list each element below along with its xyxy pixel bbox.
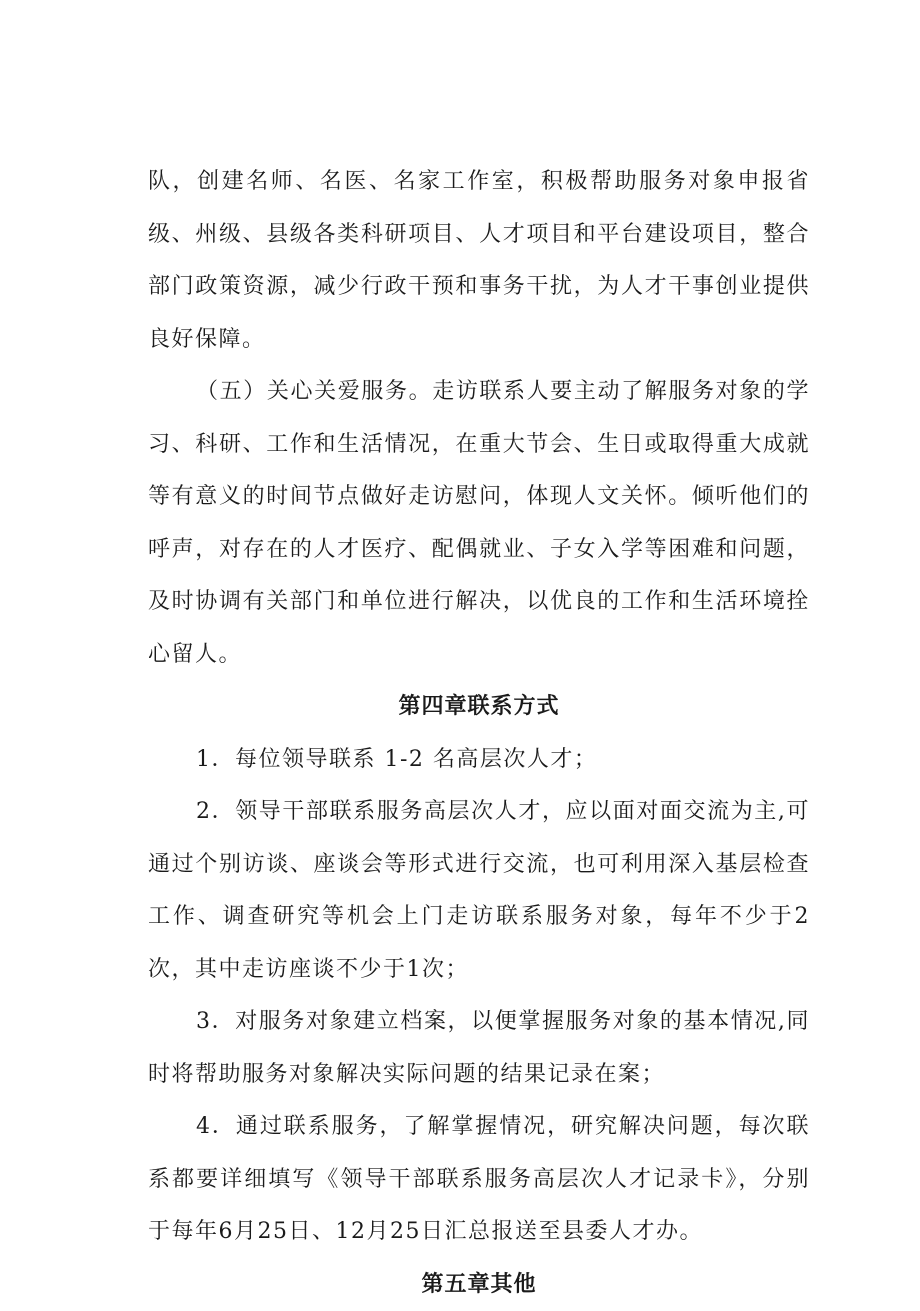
chapter-4-item-2: 2．领导干部联系服务高层次人才，应以面对面交流为主,可通过个别访谈、座谈会等形式进行交流，也可利用深入基层检查工作、调查研究等机会上门走访联系服务对象，每年不少于2次，其中走访座谈不少于1次； [148, 786, 810, 996]
chapter-4-item-3: 3．对服务对象建立档案，以便掌握服务对象的基本情况,同时将帮助服务对象解决实际问题的结果记录在案； [148, 996, 810, 1101]
chapter-4-item-1: 1．每位领导联系 1-2 名高层次人才； [148, 734, 810, 787]
chapter-4-title: 第四章联系方式 [148, 681, 810, 734]
paragraph-care-service: （五）关心关爱服务。走访联系人要主动了解服务对象的学习、科研、工作和生活情况，在重大节会、生日或取得重大成就等有意义的时间节点做好走访慰问，体现人文关怀。倾听他们的呼声，对存在的人才医疗、配偶就业、子女入学等困难和问题，及时协调有关部门和单位进行解决，以优良的工作和生活环境拴心留人。 [148, 366, 810, 681]
chapter-5-title: 第五章其他 [148, 1259, 810, 1311]
paragraph-continuation: 队，创建名师、名医、名家工作室，积极帮助服务对象申报省级、州级、县级各类科研项目、人才项目和平台建设项目，整合部门政策资源，减少行政干预和事务干扰，为人才干事创业提供良好保障。 [148, 156, 810, 366]
chapter-4-item-4: 4．通过联系服务，了解掌握情况，研究解决问题，每次联系都要详细填写《领导干部联系服务高层次人才记录卡》，分别于每年6月25日、12月25日汇总报送至县委人才办。 [148, 1101, 810, 1259]
document-body [148, 156, 810, 1311]
